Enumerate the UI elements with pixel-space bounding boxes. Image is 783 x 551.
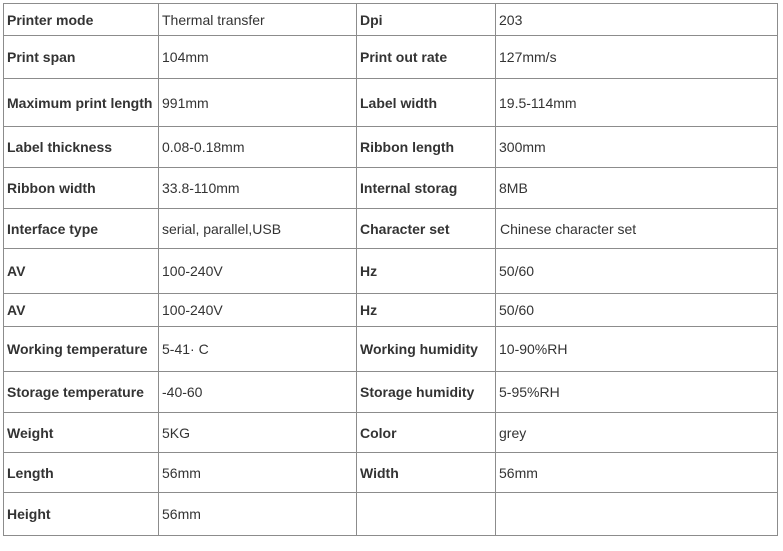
- spec-value: 56mm: [496, 453, 778, 493]
- spec-value: 300mm: [496, 127, 778, 168]
- spec-label: Storage temperature: [4, 372, 159, 413]
- spec-value: 56mm: [159, 493, 357, 536]
- spec-value: 100-240V: [159, 249, 357, 294]
- spec-label: Maximum print length: [4, 79, 159, 127]
- spec-value: 5-41· C: [159, 327, 357, 372]
- spec-label: Printer mode: [4, 4, 159, 36]
- table-row: [4, 79, 778, 127]
- spec-label: Storage humidity: [357, 372, 496, 413]
- spec-label: Dpi: [357, 4, 496, 36]
- table-row: [4, 413, 778, 453]
- spec-label: Hz: [357, 294, 496, 327]
- spec-value: 5-95%RH: [496, 372, 778, 413]
- spec-value: [496, 493, 778, 536]
- spec-label: Working temperature: [4, 327, 159, 372]
- spec-table: [3, 3, 778, 536]
- table-row: [4, 127, 778, 168]
- spec-label: Height: [4, 493, 159, 536]
- spec-label: Print span: [4, 36, 159, 79]
- spec-value: 0.08-0.18mm: [159, 127, 357, 168]
- spec-value: 127mm/s: [496, 36, 778, 79]
- spec-value: 56mm: [159, 453, 357, 493]
- spec-label: Label thickness: [4, 127, 159, 168]
- table-row: [4, 453, 778, 493]
- table-row: [4, 372, 778, 413]
- spec-value: -40-60: [159, 372, 357, 413]
- spec-value: 8MB: [496, 168, 778, 209]
- table-row: [4, 36, 778, 79]
- table-row: [4, 327, 778, 372]
- spec-label: Ribbon length: [357, 127, 496, 168]
- spec-value: 991mm: [159, 79, 357, 127]
- spec-label: Ribbon width: [4, 168, 159, 209]
- spec-label: Label width: [357, 79, 496, 127]
- spec-value: 203: [496, 4, 778, 36]
- spec-value: 50/60: [496, 294, 778, 327]
- table-row: [4, 168, 778, 209]
- spec-label: [357, 493, 496, 536]
- spec-label: Hz: [357, 249, 496, 294]
- spec-label: Color: [357, 413, 496, 453]
- table-row: [4, 209, 778, 249]
- spec-value: 19.5-114mm: [496, 79, 778, 127]
- spec-value: Thermal transfer: [159, 4, 357, 36]
- spec-value: 50/60: [496, 249, 778, 294]
- spec-value: Chinese character set: [496, 209, 778, 249]
- table-row: [4, 493, 778, 536]
- spec-value: 10-90%RH: [496, 327, 778, 372]
- spec-value: 5KG: [159, 413, 357, 453]
- table-row: [4, 249, 778, 294]
- spec-value: serial, parallel,USB: [159, 209, 357, 249]
- spec-value: grey: [496, 413, 778, 453]
- spec-label: Working humidity: [357, 327, 496, 372]
- spec-label: Length: [4, 453, 159, 493]
- spec-value: 100-240V: [159, 294, 357, 327]
- spec-label: AV: [4, 294, 159, 327]
- spec-label: Weight: [4, 413, 159, 453]
- spec-value: 104mm: [159, 36, 357, 79]
- spec-label: AV: [4, 249, 159, 294]
- spec-label: Internal storag: [357, 168, 496, 209]
- table-row: [4, 4, 778, 36]
- spec-label: Width: [357, 453, 496, 493]
- spec-label: Print out rate: [357, 36, 496, 79]
- spec-label: Character set: [357, 209, 496, 249]
- table-row: [4, 294, 778, 327]
- spec-value: 33.8-110mm: [159, 168, 357, 209]
- spec-label: Interface type: [4, 209, 159, 249]
